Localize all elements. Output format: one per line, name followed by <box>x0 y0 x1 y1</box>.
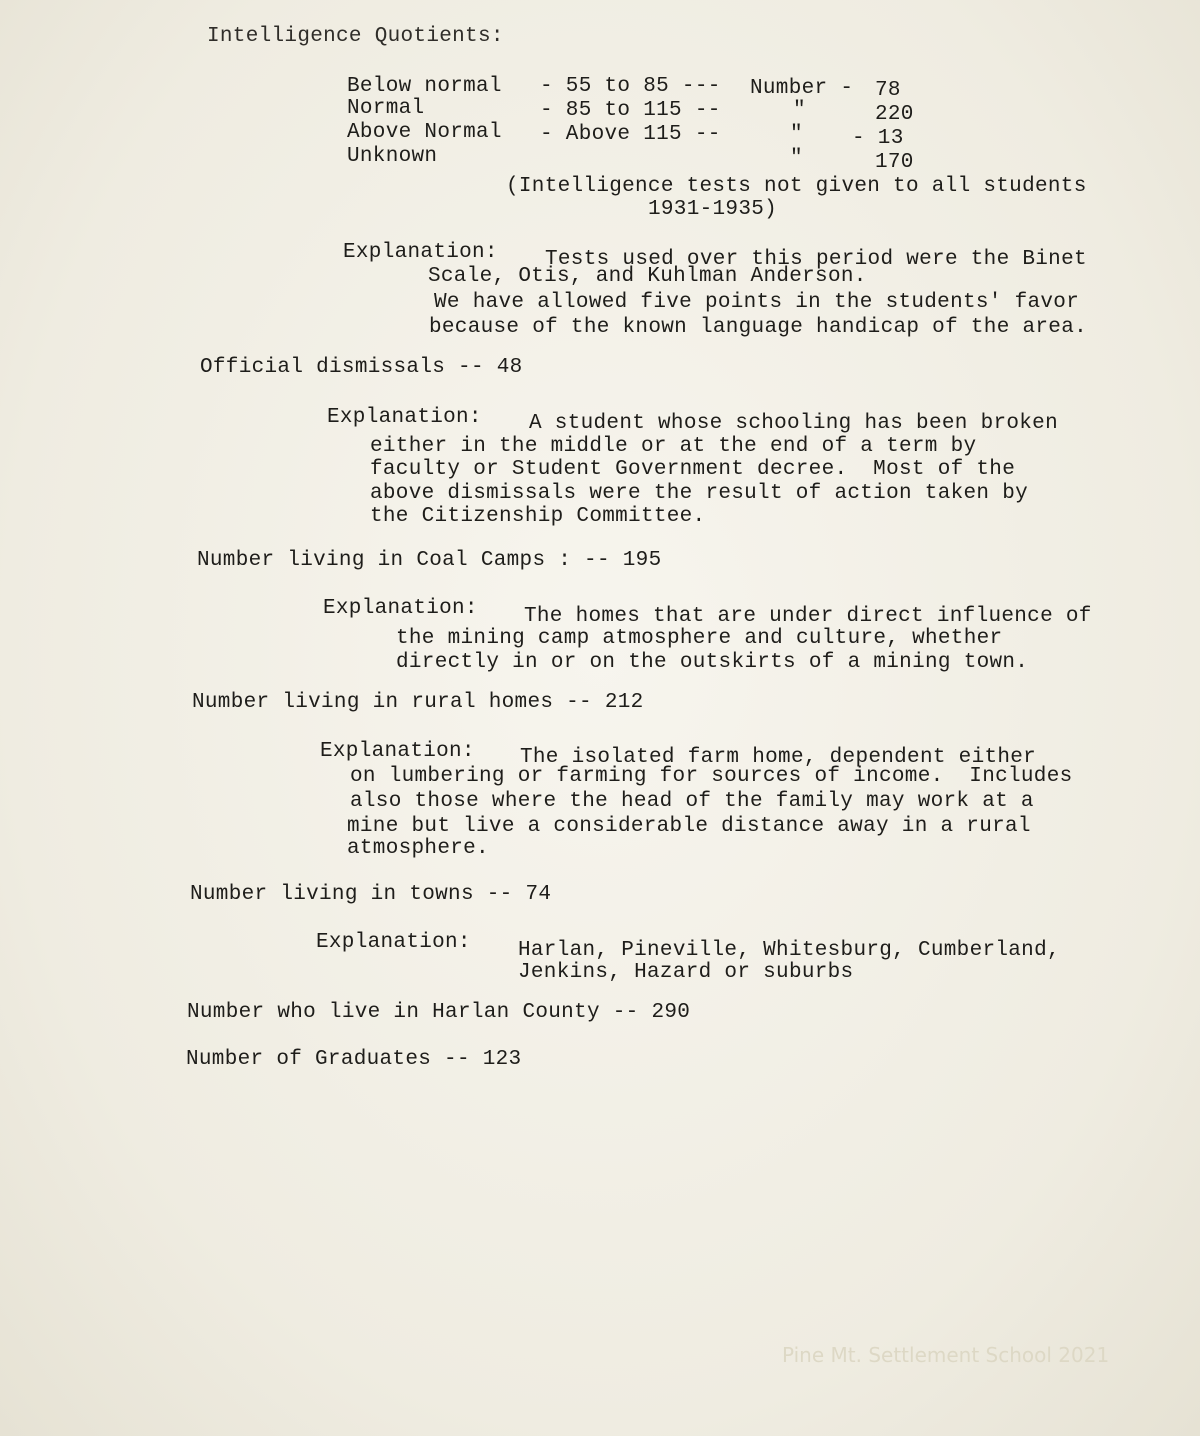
explanation-text: the Citizenship Committee. <box>370 505 706 528</box>
iq-count: - 13 <box>852 127 904 150</box>
iq-count-label: " <box>790 123 803 146</box>
iq-range: - 85 to 115 -- <box>540 99 721 122</box>
graduates-heading: Number of Graduates -- 123 <box>186 1048 522 1071</box>
explanation-text: directly in or on the outskirts of a mining town. <box>396 651 1029 674</box>
iq-count: 170 <box>875 151 914 174</box>
coal-camps-heading: Number living in Coal Camps : -- 195 <box>197 549 662 572</box>
iq-note: (Intelligence tests not given to all students <box>506 175 1087 198</box>
explanation-text: The isolated farm home, dependent either <box>520 746 1037 769</box>
iq-category: Above Normal <box>347 121 502 144</box>
explanation-text: because of the known language handicap of the area. <box>429 316 1088 339</box>
explanation-text: We have allowed five points in the students' favor <box>434 291 1080 314</box>
explanation-text: Tests used over this period were the Binet <box>545 248 1087 271</box>
explanation-text: above dismissals were the result of action taken by <box>370 482 1029 505</box>
iq-count-label: Number - <box>750 77 854 100</box>
harlan-county-heading: Number who live in Harlan County -- 290 <box>187 1001 691 1024</box>
explanation-text: Harlan, Pineville, Whitesburg, Cumberland, <box>518 939 1060 962</box>
explanation-text: mine but live a considerable distance away in a rural <box>347 815 1031 838</box>
explanation-text: also those where the head of the family may work at a <box>350 790 1034 813</box>
explanation-text: atmosphere. <box>347 837 489 860</box>
iq-category: Below normal <box>347 75 502 98</box>
iq-count-label: " <box>790 147 803 170</box>
watermark: Pine Mt. Settlement School 2021 <box>782 1343 1110 1367</box>
explanation-label: Explanation: <box>343 241 498 264</box>
explanation-text: on lumbering or farming for sources of income. Includes <box>350 765 1073 788</box>
iq-category: Unknown <box>347 145 438 168</box>
dismissals-heading: Official dismissals -- 48 <box>200 356 523 379</box>
explanation-text: Jenkins, Hazard or suburbs <box>518 961 854 984</box>
explanation-text: faculty or Student Government decree. Most of the <box>370 458 1016 481</box>
iq-note-years: 1931-1935) <box>648 198 778 221</box>
iq-heading: Intelligence Quotients: <box>207 25 504 48</box>
explanation-text: The homes that are under direct influence of <box>524 605 1092 628</box>
iq-category: Normal <box>347 97 425 120</box>
explanation-text: the mining camp atmosphere and culture, whether <box>396 627 1003 650</box>
iq-count: 220 <box>875 103 914 126</box>
towns-heading: Number living in towns -- 74 <box>190 883 552 906</box>
explanation-text: either in the middle or at the end of a term by <box>370 435 977 458</box>
iq-count-label: " <box>793 99 806 122</box>
explanation-label: Explanation: <box>323 597 478 620</box>
rural-heading: Number living in rural homes -- 212 <box>192 691 644 714</box>
explanation-label: Explanation: <box>316 931 471 954</box>
explanation-label: Explanation: <box>327 406 482 429</box>
explanation-label: Explanation: <box>320 740 475 763</box>
iq-range: - 55 to 85 --- <box>540 75 721 98</box>
iq-count: 78 <box>875 79 901 102</box>
iq-range: - Above 115 -- <box>540 123 721 146</box>
explanation-text: Scale, Otis, and Kuhlman Anderson. <box>428 265 867 288</box>
explanation-text: A student whose schooling has been broken <box>529 412 1058 435</box>
